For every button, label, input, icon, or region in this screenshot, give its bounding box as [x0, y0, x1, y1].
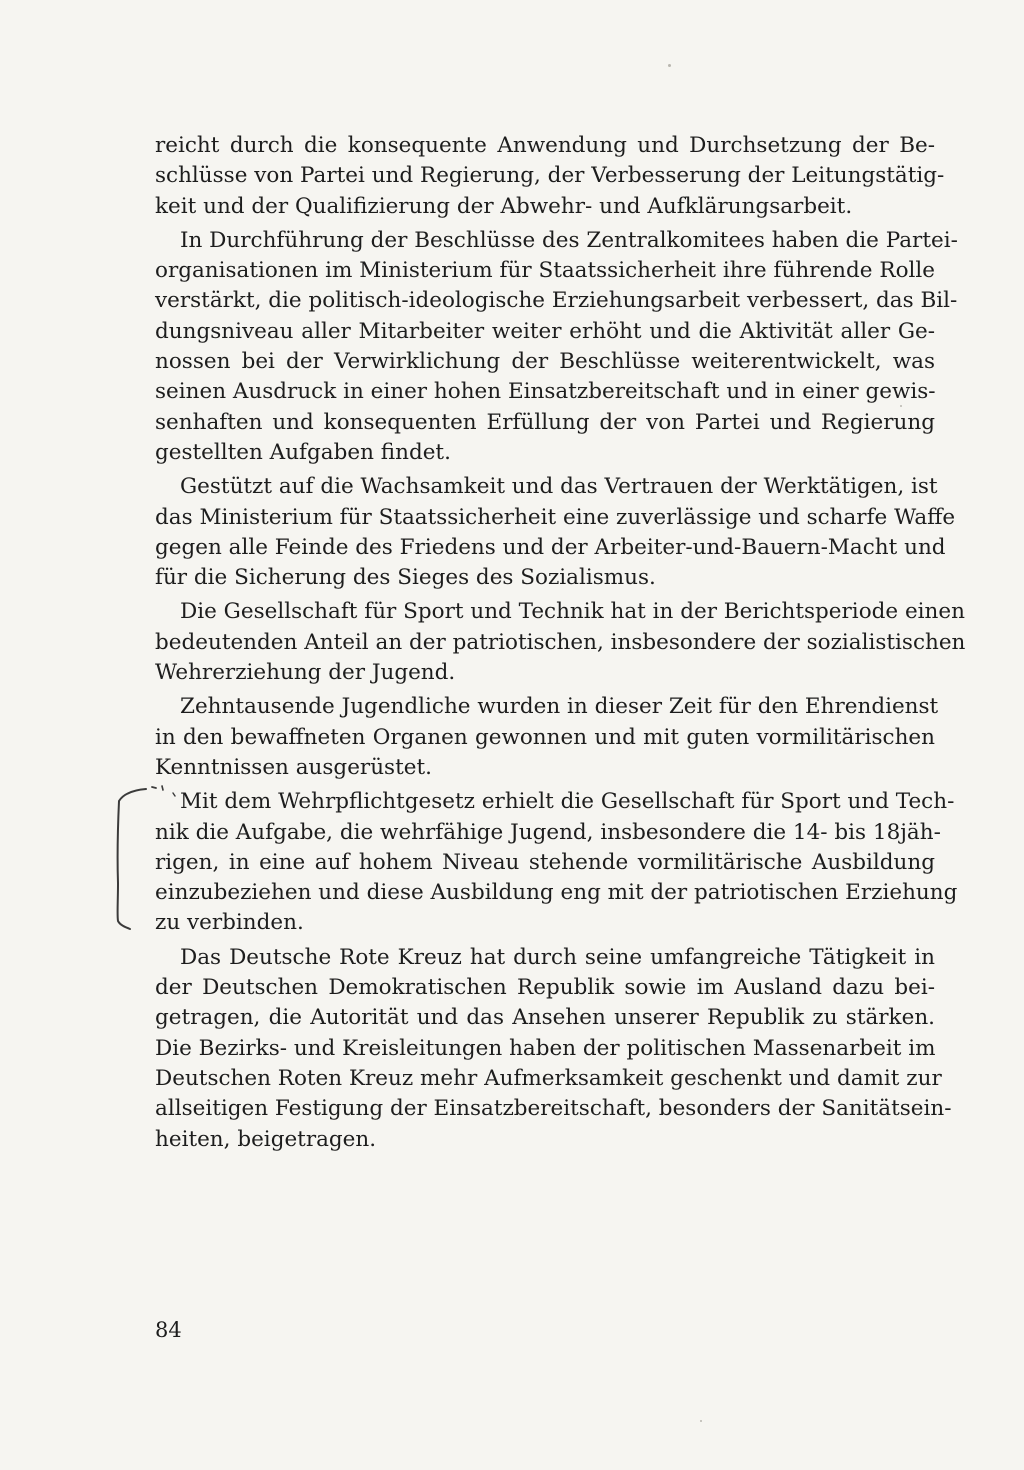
paragraph: [155, 787, 958, 938]
text-line: Gestützt auf die Wachsamkeit und das Vertrauen der Werktätigen, ist: [180, 474, 938, 500]
text-line: bedeutenden Anteil an der patriotischen, insbesondere der sozialistischen: [155, 629, 966, 655]
paragraph: [155, 597, 966, 688]
text-line: seinen Ausdruck in einer hohen Einsatzbereitschaft und in einer gewis-: [155, 379, 936, 405]
text-line: keit und der Qualifizierung der Abwehr- und Aufklärungsarbeit.: [155, 193, 853, 219]
text-line: senhaften und konsequenten Erfüllung der von Partei und Regierung: [155, 409, 935, 435]
text-line: einzubeziehen und diese Ausbildung eng mit der patriotischen Erziehung: [155, 880, 958, 906]
text-line: Kenntnissen ausgerüstet.: [155, 754, 432, 780]
text-line: rigen, in eine auf hohem Niveau stehende vormilitärische Ausbildung: [155, 849, 935, 875]
text-line: für die Sicherung des Sieges des Sozialismus.: [155, 565, 656, 591]
text-line: der Deutschen Demokratischen Republik sowie im Ausland dazu bei-: [155, 975, 935, 1001]
text-line: organisationen im Ministerium für Staatssicherheit ihre führende Rolle: [155, 258, 935, 284]
paragraph: [155, 131, 945, 222]
text-line: Zehntausende Jugendliche wurden in dieser Zeit für den Ehrendienst: [180, 694, 939, 720]
text-line: Die Gesellschaft für Sport und Technik hat in der Berichtsperiode einen: [180, 599, 965, 625]
text-line: das Ministerium für Staatssicherheit eine zuverlässige und scharfe Waffe: [155, 504, 956, 530]
paper-speck: [668, 64, 671, 67]
text-line: Deutschen Roten Kreuz mehr Aufmerksamkeit geschenkt und damit zur: [155, 1065, 942, 1091]
text-line: dungsniveau aller Mitarbeiter weiter erhöht und die Aktivität aller Ge-: [155, 318, 935, 344]
text-line: nossen bei der Verwirklichung der Beschlüsse weiterentwickelt, was: [155, 349, 935, 375]
text-line: in den bewaffneten Organen gewonnen und mit guten vormilitärischen: [155, 724, 935, 750]
text-line: heiten, beigetragen.: [155, 1126, 377, 1152]
paper-speck: [900, 405, 902, 407]
text-line: zu verbinden.: [155, 910, 304, 936]
text-line: gestellten Aufgaben findet.: [155, 439, 451, 465]
text-line: getragen, die Autorität und das Ansehen unserer Republik zu stärken.: [155, 1005, 935, 1031]
handwritten-margin-bracket: [106, 783, 176, 933]
text-line: Das Deutsche Rote Kreuz hat durch seine umfangreiche Tätigkeit in: [180, 944, 935, 970]
text-line: nik die Aufgabe, die wehrfähige Jugend, insbesondere die 14- bis 18jäh-: [155, 819, 941, 845]
paragraph: [155, 226, 958, 468]
text-line: In Durchführung der Beschlüsse des Zentralkomitees haben die Partei-: [180, 227, 958, 253]
text-line: Die Bezirks- und Kreisleitungen haben der politischen Massenarbeit im: [155, 1035, 936, 1061]
text-line: schlüsse von Partei und Regierung, der Verbesserung der Leitungstätig-: [155, 163, 945, 189]
paragraph: [155, 692, 939, 783]
text-line: Mit dem Wehrpflichtgesetz erhielt die Gesellschaft für Sport und Tech-: [180, 789, 955, 815]
paragraph: [155, 943, 952, 1155]
text-line: reicht durch die konsequente Anwendung und Durchsetzung der Be-: [155, 133, 935, 158]
text-line: gegen alle Feinde des Friedens und der Arbeiter-und-Bauern-Macht und: [155, 534, 946, 560]
body-text: [155, 131, 966, 1159]
page-number: 84: [155, 1318, 182, 1342]
text-line: verstärkt, die politisch-ideologische Erziehungsarbeit verbessert, das Bil-: [155, 288, 958, 314]
text-line: allseitigen Festigung der Einsatzbereitschaft, besonders der Sanitätsein-: [155, 1096, 952, 1122]
text-line: Wehrerziehung der Jugend.: [155, 660, 456, 686]
paper-speck: [700, 1420, 702, 1422]
paragraph: [155, 472, 956, 593]
